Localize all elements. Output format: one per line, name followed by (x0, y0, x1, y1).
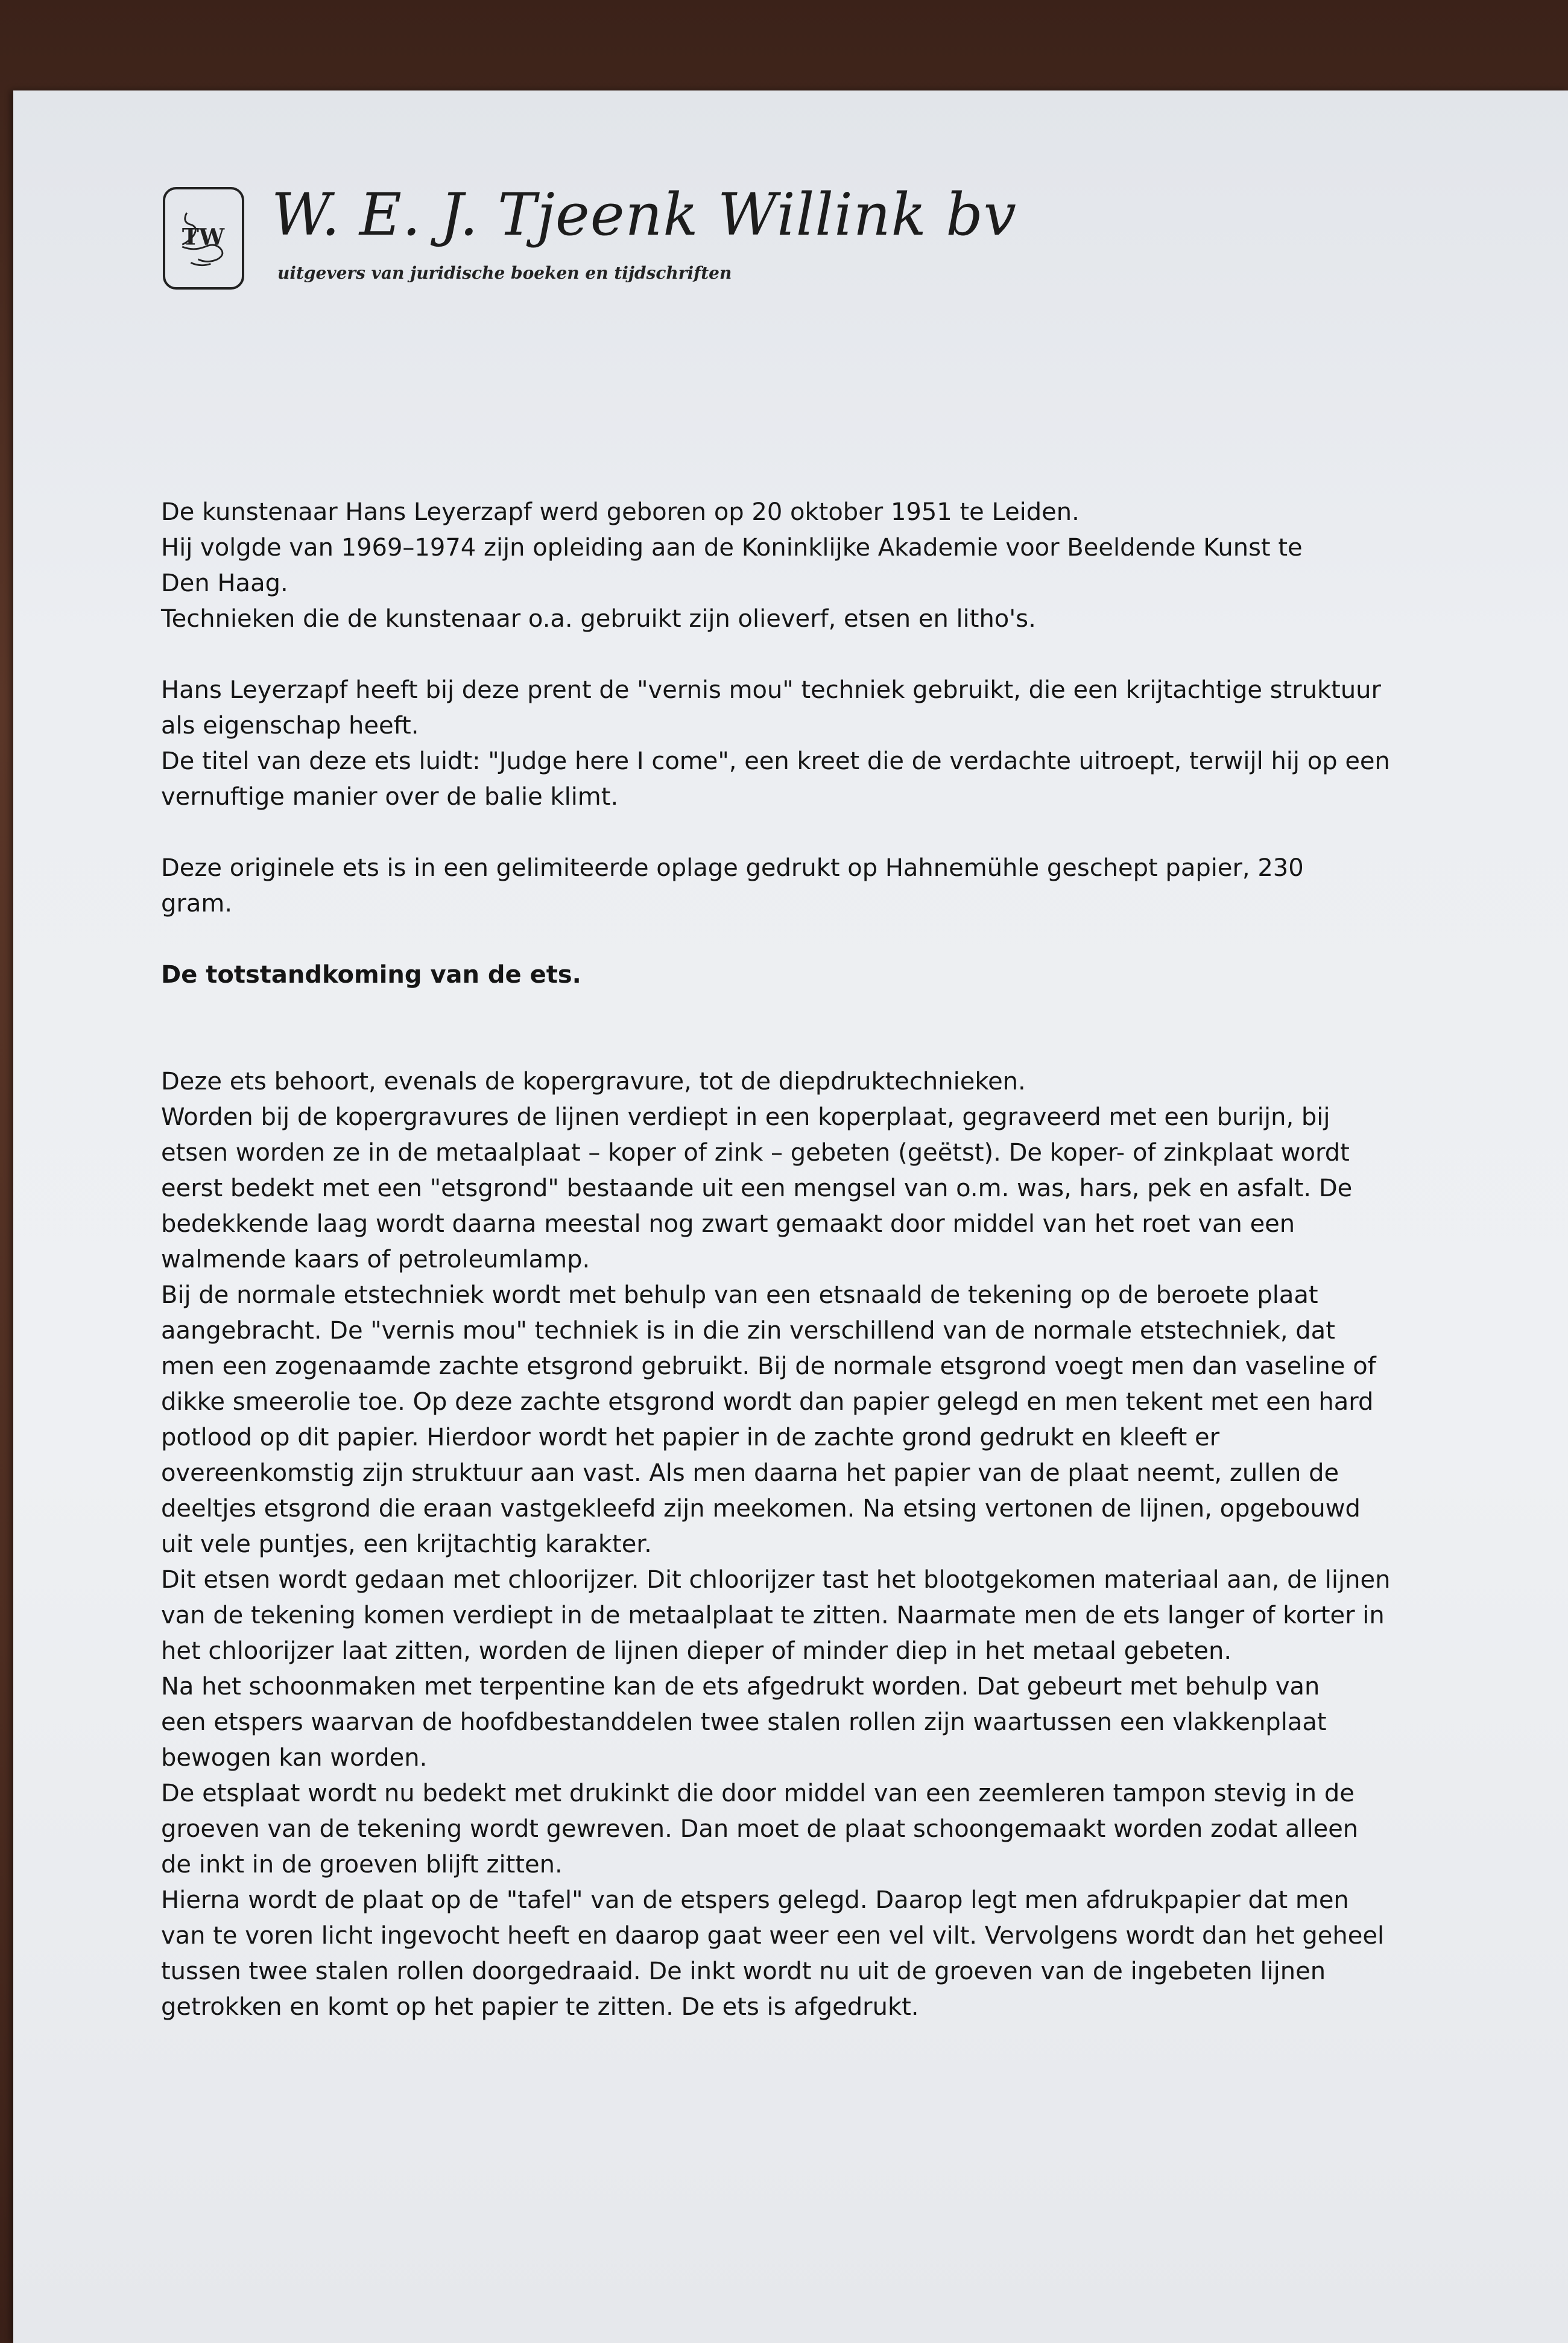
text-line: van de tekening komen verdiept in de metaalplaat te zitten. Naarmate men de ets langer of korter in (161, 1602, 1385, 1629)
text-line: overeenkomstig zijn struktuur aan vast. Als men daarna het papier van de plaat neemt, zullen de (161, 1459, 1339, 1487)
text-line: groeven van de tekening wordt gewreven. Dan moet de plaat schoongemaakt worden zodat alleen (161, 1815, 1359, 1843)
text-line: Hans Leyerzapf heeft bij deze prent de "vernis mou" techniek gebruikt, die een krijtachtige struktuur (161, 676, 1381, 704)
text-line: vernuftige manier over de balie klimt. (161, 783, 619, 811)
paragraph-spacer (161, 637, 1488, 673)
text-line: Deze originele ets is in een gelimiteerde oplage gedrukt op Hahnemühle geschept papier, 230 (161, 854, 1304, 882)
text-line: bedekkende laag wordt daarna meestal nog zwart gemaakt door middel van het roet van een (161, 1210, 1295, 1238)
text-line: De titel van deze ets luidt: "Judge here I come", een kreet die de verdachte uitroept, terwijl hij op een (161, 747, 1390, 775)
text-line: etsen worden ze in de metaalplaat – koper of zink – gebeten (geëtst). De koper- of zinkplaat wordt (161, 1139, 1350, 1167)
text-line: eerst bedekt met een "etsgrond" bestaande uit een mengsel van o.m. was, hars, pek en asfalt. De (161, 1175, 1353, 1202)
text-line: Hierna wordt de plaat op de "tafel" van de etspers gelegd. Daarop legt men afdrukpapier dat men (161, 1886, 1349, 1914)
text-line: De kunstenaar Hans Leyerzapf werd geboren op 20 oktober 1951 te Leiden. (161, 498, 1080, 526)
text-line: het chloorijzer laat zitten, worden de lijnen dieper of minder diep in het metaal gebeten. (161, 1637, 1232, 1665)
text-line: uit vele puntjes, een krijtachtig karakter. (161, 1530, 652, 1558)
text-line: De etsplaat wordt nu bedekt met drukinkt die door middel van een zeemleren tampon stevig in de (161, 1780, 1355, 1807)
text-line: de inkt in de groeven blijft zitten. (161, 1851, 563, 1879)
text-line: Technieken die de kunstenaar o.a. gebruikt zijn olieverf, etsen en litho's. (161, 605, 1036, 633)
text-line: deeltjes etsgrond die eraan vastgekleefd zijn meekomen. Na etsing vertonen de lijnen, opgebouwd (161, 1495, 1361, 1523)
text-line: een etspers waarvan de hoofdbestanddelen twee stalen rollen zijn waartussen een vlakkenplaat (161, 1708, 1327, 1736)
text-line: men een zogenaamde zachte etsgrond gebruikt. Bij de normale etsgrond voegt men dan vaseline of (161, 1352, 1376, 1380)
text-line: Den Haag. (161, 569, 288, 597)
text-line: gram. (161, 890, 233, 918)
section-heading: De totstandkoming van de ets. (161, 961, 581, 989)
text-line: aangebracht. De "vernis mou" techniek is in die zin verschillend van de normale etstechniek, dat (161, 1317, 1335, 1345)
text-line: Na het schoonmaken met terpentine kan de ets afgedrukt worden. Dat gebeurt met behulp van (161, 1673, 1320, 1701)
text-line: Dit etsen wordt gedaan met chloorijzer. Dit chloorijzer tast het blootgekomen materiaal aan, de lijnen (161, 1566, 1391, 1594)
paragraph-spacer (161, 922, 1488, 957)
text-line: als eigenschap heeft. (161, 712, 419, 740)
text-line: van te voren licht ingevocht heeft en daarop gaat weer een vel vilt. Vervolgens wordt dan het geheel (161, 1922, 1385, 1950)
publisher-tagline: uitgevers van juridische boeken en tijdschriften (277, 263, 732, 283)
paper-sheet (13, 90, 1568, 2343)
text-line: tussen twee stalen rollen doorgedraaid. De inkt wordt nu uit de groeven van de ingebeten lijnen (161, 1958, 1326, 1985)
monogram-icon (165, 189, 242, 287)
letter-body (161, 495, 1488, 2025)
publisher-logo (163, 187, 244, 290)
text-line: dikke smeerolie toe. Op deze zachte etsgrond wordt dan papier gelegd en men tekent met een hard (161, 1388, 1374, 1416)
paragraph-spacer (161, 815, 1488, 851)
publisher-name: W. E. J. Tjeenk Willink bv (271, 181, 1017, 249)
monogram-letters: TW (182, 223, 225, 250)
text-line: bewogen kan worden. (161, 1744, 428, 1772)
text-line: Hij volgde van 1969–1974 zijn opleiding aan de Koninklijke Akademie voor Beeldende Kunst te (161, 534, 1303, 562)
text-line: potlood op dit papier. Hierdoor wordt het papier in de zachte grond gedrukt en kleeft er (161, 1424, 1220, 1451)
text-line: getrokken en komt op het papier te zitten. De ets is afgedrukt. (161, 1993, 919, 2021)
text-line: Deze ets behoort, evenals de kopergravure, tot de diepdruktechnieken. (161, 1068, 1026, 1095)
text-line: Worden bij de kopergravures de lijnen verdiept in een koperplaat, gegraveerd met een burijn, bij (161, 1103, 1330, 1131)
text-line: Bij de normale etstechniek wordt met behulp van een etsnaald de tekening op de beroete plaat (161, 1281, 1318, 1309)
text-line: walmende kaars of petroleumlamp. (161, 1246, 590, 1273)
paragraph-spacer (161, 993, 1488, 1064)
